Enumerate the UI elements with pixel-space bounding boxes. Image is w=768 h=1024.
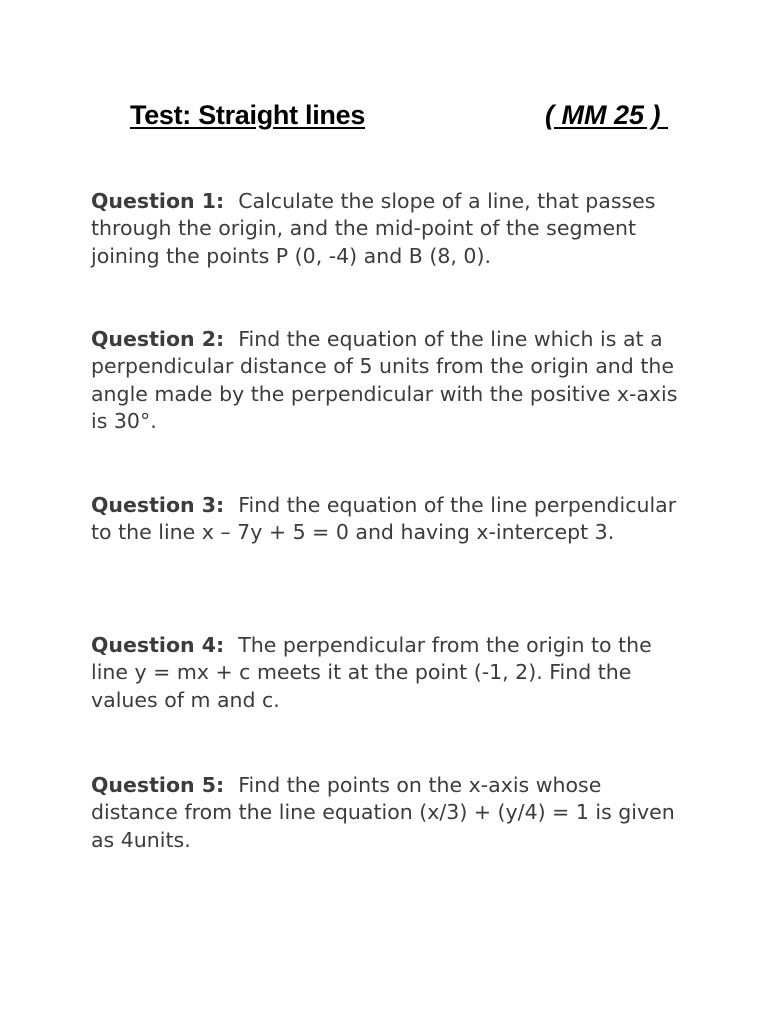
question-1 [91, 188, 691, 270]
question-3 [91, 492, 691, 547]
question-2-text: Find the equation of the line which is at a perpendicular distance of 5 units from the origin and the angle made by the perpendicular with the positive x-axis is 30°. [91, 327, 678, 433]
question-3-label: Question 3: [91, 493, 225, 517]
question-4 [91, 632, 691, 714]
question-4-text: The perpendicular from the origin to the line y = mx + c meets it at the point (-1, 2). Find the values of m and c. [91, 633, 652, 712]
question-1-text: Calculate the slope of a line, that passes through the origin, and the mid-point of the segment joining the points P (0, -4) and B (8, 0). [91, 189, 656, 268]
question-4-label: Question 4: [91, 633, 225, 657]
test-code: ( MM 25 ) [545, 100, 669, 130]
question-5-label: Question 5: [91, 773, 225, 797]
question-5 [91, 772, 691, 854]
test-title: Test: Straight lines [130, 100, 366, 130]
question-1-label: Question 1: [91, 189, 225, 213]
question-2 [91, 326, 691, 435]
question-2-label: Question 2: [91, 327, 225, 351]
question-3-text: Find the equation of the line perpendicular to the line x – 7y + 5 = 0 and having x-intercept 3. [91, 493, 677, 545]
question-5-text: Find the points on the x-axis whose distance from the line equation (x/3) + (y/4) = 1 is given as 4units. [91, 773, 675, 852]
